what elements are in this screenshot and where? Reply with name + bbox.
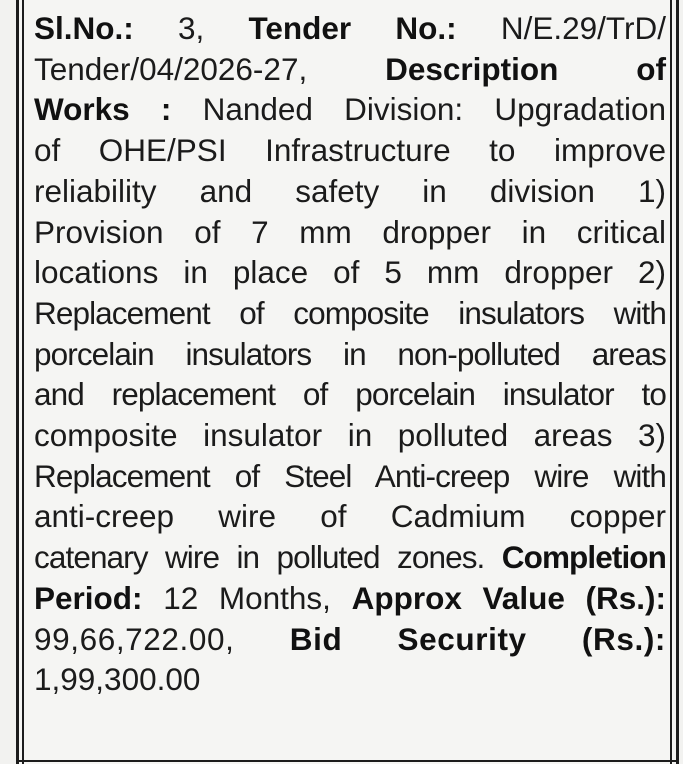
right-border-outer xyxy=(676,0,679,764)
tender-no-value-part2: Tender/04/2026-27, xyxy=(34,50,308,87)
completion-period-label-part2: Period: xyxy=(34,579,143,616)
sl-no-value: 3, xyxy=(177,10,205,46)
bottom-border xyxy=(16,760,679,762)
line-1 xyxy=(34,8,666,49)
line-14 xyxy=(34,537,666,578)
bid-security-value: 1,99,300.00 xyxy=(34,661,201,698)
completion-period-label-part1: Completion xyxy=(501,539,666,576)
sl-no-label: Sl.No.: xyxy=(34,10,134,46)
left-border-outer xyxy=(16,0,19,764)
description-line: and replacement of porcelain insulator to xyxy=(34,376,666,413)
description-line: Replacement of Steel Anti-creep wire with xyxy=(34,457,666,494)
tender-no-label: Tender No.: xyxy=(248,10,457,46)
description-line: porcelain insulators in non-polluted areas xyxy=(34,335,666,372)
bid-security-label: Bid Security (Rs.): xyxy=(289,620,666,657)
line-16 xyxy=(34,619,666,660)
line-2 xyxy=(34,49,666,90)
line-3 xyxy=(34,89,666,130)
right-border-inner xyxy=(670,0,672,764)
left-border-inner xyxy=(22,0,24,764)
approx-value-label: Approx Value (Rs.): xyxy=(351,579,666,616)
description-line: composite insulator in polluted areas 3) xyxy=(34,417,666,454)
line-15 xyxy=(34,578,666,619)
description-line: reliability and safety in division 1) xyxy=(34,172,666,209)
description-line: of OHE/PSI Infrastructure to improve xyxy=(34,132,666,169)
tender-no-value-part1: N/E.29/TrD/ xyxy=(500,10,666,46)
tender-notice-entry xyxy=(34,8,666,700)
description-line: Nanded Division: Upgradation xyxy=(202,91,666,128)
line-17 xyxy=(34,659,666,700)
description-line: Provision of 7 mm dropper in critical xyxy=(34,213,666,250)
description-line: locations in place of 5 mm dropper 2) xyxy=(34,254,666,291)
description-line: Replacement of composite insulators with xyxy=(34,294,666,331)
approx-value-value: 99,66,722.00, xyxy=(34,620,235,657)
completion-period-value: 12 Months, xyxy=(163,579,331,616)
description-label-part1: Description of xyxy=(385,50,666,87)
description-line: catenary wire in polluted zones. xyxy=(34,539,485,576)
description-label-part2: Works : xyxy=(34,91,172,128)
description-line: anti-creep wire of Cadmium copper xyxy=(34,498,666,535)
